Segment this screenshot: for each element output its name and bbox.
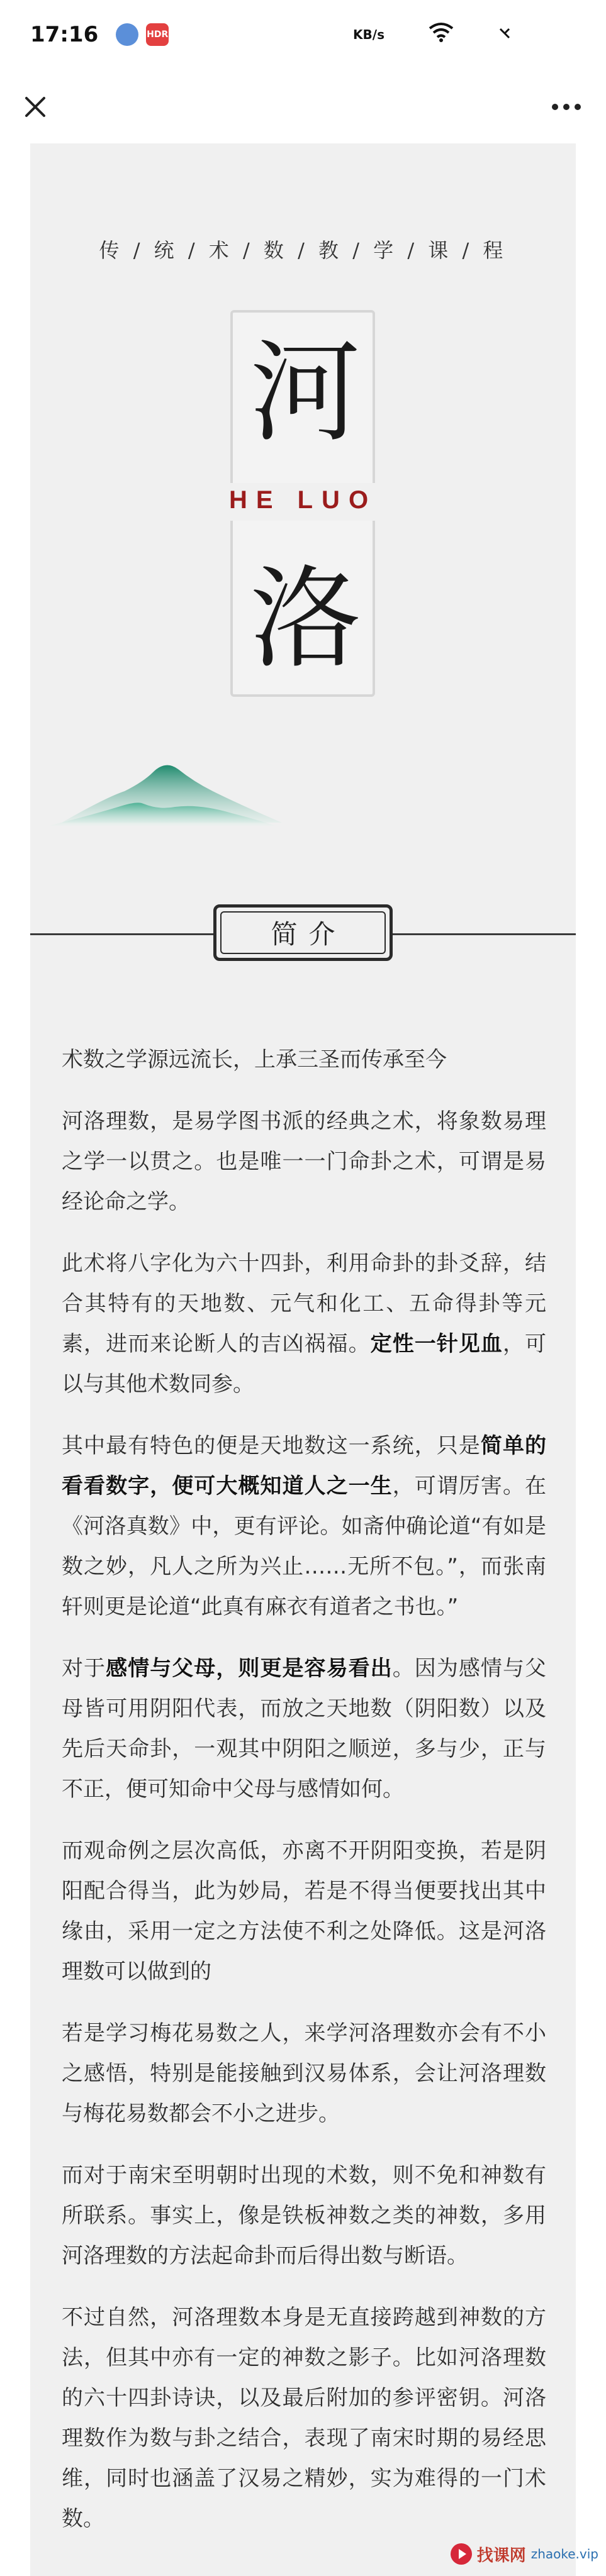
paragraph bbox=[62, 2013, 546, 2134]
mountain-illustration bbox=[49, 747, 288, 829]
paragraph-text: 若是学习梅花易数之人，来学河洛理数亦会有不小之感悟，特别是能接触到汉易体系，会让河洛理数与梅花易数都会不小之进步。 bbox=[62, 2021, 546, 2126]
top-nav bbox=[0, 69, 606, 145]
app-icon bbox=[116, 23, 138, 46]
emphasis-text: 简单的看看数字，便可大概知道人之一生 bbox=[62, 1433, 547, 1499]
paragraph bbox=[62, 2297, 546, 2539]
network-speed-icon: KB/s bbox=[353, 27, 384, 42]
course-subtitle: 传 / 统 / 术 / 数 / 教 / 学 / 课 / 程 bbox=[99, 238, 507, 262]
watermark-domain: zhaoke.vip bbox=[530, 2546, 598, 2562]
paragraph-text: 而对于南宋至明朝时出现的术数，则不免和神数有所联系。事实上，像是铁板神数之类的神数，多用河洛理数的方法起命卦而后得出数与断语。 bbox=[62, 2163, 546, 2268]
hdr-badge: HDR bbox=[146, 23, 169, 46]
pinyin-title: HE LUO bbox=[228, 486, 378, 514]
status-icons bbox=[353, 22, 512, 47]
paragraph bbox=[62, 1648, 546, 1809]
paragraph-text: ，可以与其他术数同参。 bbox=[62, 1331, 547, 1397]
section-title: 简介 bbox=[271, 919, 347, 950]
paragraph-text: 河洛理数，是易学图书派的经典之术，将象数易理之学一以贯之。也是唯一一门命卦之术，可谓是易经论命之学。 bbox=[62, 1109, 546, 1214]
status-bar bbox=[0, 0, 606, 69]
wifi-icon bbox=[429, 22, 454, 47]
status-time: 17:16 bbox=[30, 22, 99, 47]
paragraph-text: ，可谓厉害。在《河洛真数》中，更有评论。如斋仲确论道“有如是数之妙，凡人之所为兴止……无所不包。”，而张南轩则更是论道“此真有麻衣有道者之书也。” bbox=[62, 1474, 547, 1619]
paragraph bbox=[62, 1101, 546, 1222]
paragraph-text: 其中最有特色的便是天地数这一系统，只是 bbox=[62, 1433, 481, 1458]
paragraph bbox=[62, 1831, 546, 1992]
watermark bbox=[451, 2538, 598, 2570]
paragraph bbox=[62, 1040, 546, 1080]
emphasis-text: 感情与父母，则更是容易看出 bbox=[106, 1656, 393, 1681]
close-button[interactable] bbox=[18, 89, 53, 125]
paragraph-text: 术数之学源远流长，上承三圣而传承至今 bbox=[62, 1047, 447, 1072]
emphasis-text: 定性一针见血 bbox=[370, 1331, 503, 1357]
article-body bbox=[62, 1040, 546, 2560]
play-logo-icon bbox=[451, 2543, 472, 2565]
paragraph bbox=[62, 1426, 546, 1627]
paragraph bbox=[62, 2155, 546, 2276]
watermark-site-name: 找课网 bbox=[476, 2546, 526, 2565]
article-card bbox=[30, 143, 576, 2576]
more-button[interactable] bbox=[544, 89, 588, 125]
battery-icon bbox=[498, 26, 512, 43]
paragraph-text: 对于 bbox=[62, 1656, 106, 1681]
paragraph-text: 此术将八字化为六十四卦，利用命卦的卦爻辞，结合其特有的天地数、元气和化工、五命得卦等元素，进而来论断人的吉凶祸福。 bbox=[62, 1251, 546, 1357]
paragraph bbox=[62, 1243, 546, 1404]
title-char-he: 河 bbox=[249, 328, 361, 457]
paragraph-text: 不过自然，河洛理数本身是无直接跨越到神数的方法，但其中亦有一定的神数之影子。比如河洛理数的六十四卦诗诀，以及最后附加的参评密钥。河洛理数作为数与卦之结合，表现了南宋时期的易经思维，同时也涵盖了汉易之精妙，实为难得的一门术数。 bbox=[62, 2305, 546, 2531]
section-header bbox=[213, 904, 393, 961]
close-icon bbox=[23, 94, 48, 119]
more-icon bbox=[552, 104, 558, 110]
title-char-luo: 洛 bbox=[249, 555, 361, 684]
paragraph-text: 而观命例之层次高低，亦离不开阴阳变换，若是阴阳配合得当，此为妙局，若是不得当便要找出其中缘由，采用一定之方法使不利之处降低。这是河洛理数可以做到的 bbox=[62, 1838, 546, 1984]
paragraph-text: 。因为感情与父母皆可用阴阳代表，而放之天地数（阴阳数）以及先后天命卦，一观其中阴阳之顺逆，多与少，正与不正，便可知命中父母与感情如何。 bbox=[62, 1656, 547, 1802]
